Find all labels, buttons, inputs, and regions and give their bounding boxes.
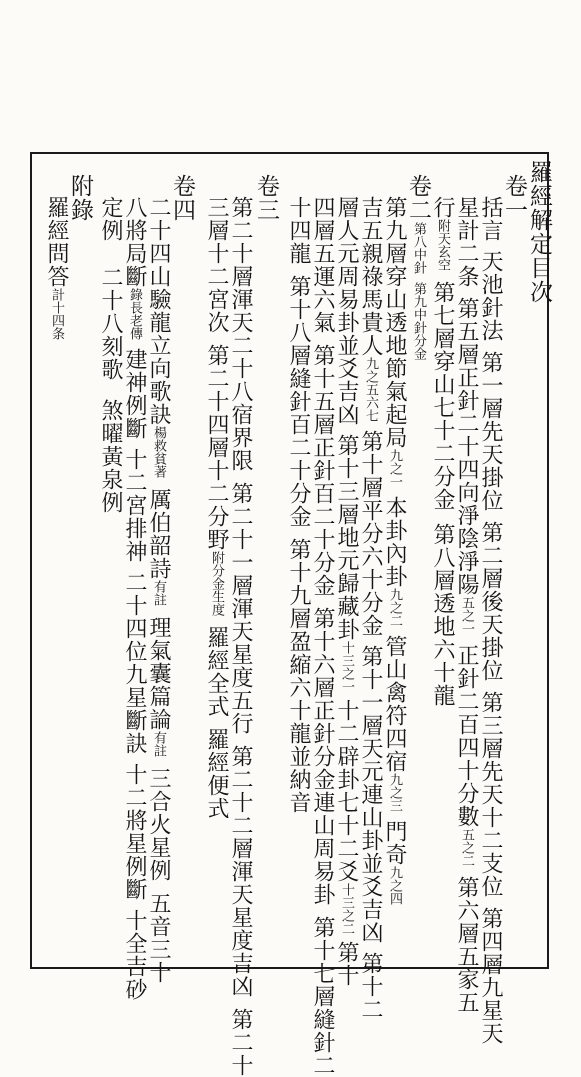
toc-entry: 第十二 <box>358 952 383 1021</box>
toc-column-11 <box>229 196 251 1077</box>
toc-entry: 管山禽符四宿 <box>382 635 407 773</box>
toc-entry: 層人元周易卦並爻吉凶 <box>334 196 359 426</box>
toc-entry: 第十 <box>334 941 359 987</box>
toc-entry: 第十層平分六十分金 <box>358 430 383 637</box>
toc-entry: 第三層先天十二支位 <box>478 691 503 898</box>
page-title: 羅經解定目次 <box>526 160 552 304</box>
toc-entry: 括言 <box>478 196 503 242</box>
toc-entry: 十二辟卦七十二爻 <box>334 699 359 883</box>
toc-note: 錄長老傳 <box>127 288 142 340</box>
toc-entry: 四層五運六氣 <box>310 196 335 334</box>
toc-column-15 <box>123 196 145 1001</box>
toc-entry: 第十三層地元歸藏卦 <box>334 434 359 641</box>
toc-column-3 <box>431 196 453 707</box>
toc-note: 有註 <box>151 580 166 606</box>
toc-note: 五之一 <box>459 596 474 635</box>
toc-note: 第八中針 <box>411 222 426 274</box>
toc-entry: 第二十一層渾天星度五行 <box>228 482 253 735</box>
toc-entry: 第二層後天掛位 <box>478 521 503 682</box>
volume-3-heading <box>255 174 277 222</box>
toc-column-7 <box>335 196 357 987</box>
toc-entry: 第十五層正針百二十分金 <box>310 344 335 597</box>
toc-note: 附天玄空 <box>435 219 450 271</box>
toc-entry: 第二十層渾天二十八宿界限 <box>228 196 253 472</box>
toc-entry: 第四層九星天 <box>478 907 503 1045</box>
toc-entry: 三層十二宮次 <box>204 196 229 334</box>
toc-note: 附分金生度 <box>209 551 224 616</box>
toc-entry: 第十一層天元連山卦並爻吉凶 <box>358 645 383 944</box>
toc-entry: 行 <box>430 196 455 219</box>
toc-entry: 十二宮排神 <box>122 448 147 563</box>
toc-entry: 天池針法 <box>478 250 503 342</box>
toc-entry: 第五層正針二十四向淨陰淨陽 <box>454 297 479 596</box>
toc-column-9 <box>287 196 309 814</box>
toc-entry: 十全吉砂 <box>122 909 147 1001</box>
toc-column-5 <box>383 196 405 905</box>
toc-entry: 羅經全式 <box>204 626 229 718</box>
toc-entry: 五音三十 <box>146 892 171 984</box>
toc-entry: 厲伯韶詩 <box>146 488 171 580</box>
toc-entry: 理氣囊篇論 <box>146 616 171 731</box>
toc-note: 五之二 <box>459 828 474 867</box>
appendix-heading: 附錄 <box>67 174 93 222</box>
toc-entry: 吉五親祿馬貴人 <box>358 196 383 357</box>
toc-note: 楊救貧著 <box>151 426 166 478</box>
toc-entry: 正針二百四十分數 <box>454 644 479 828</box>
toc-entry: 二十四位九星斷訣 <box>122 571 147 755</box>
toc-column-16 <box>99 196 121 514</box>
toc-column-1 <box>479 196 501 1045</box>
toc-entry: 八將局斷 <box>122 196 147 288</box>
volume-4-heading <box>171 174 193 222</box>
toc-note: 十三之二 <box>339 883 354 935</box>
toc-column-6 <box>359 196 381 1021</box>
toc-entry: 卷一 <box>501 174 527 222</box>
toc-entry: 十二將星例斷 <box>122 763 147 901</box>
toc-entry: 第十七層縫針二 <box>310 916 335 1077</box>
toc-column-17 <box>69 174 91 222</box>
toc-note: 九之三 <box>387 773 402 812</box>
toc-note: 有註 <box>151 731 166 757</box>
toc-entry: 第十九層盈縮六十龍並納音 <box>286 538 311 814</box>
toc-entry: 定例 <box>98 196 123 242</box>
toc-note: 九之一 <box>387 449 402 488</box>
toc-entry: 星計二条 <box>454 196 479 288</box>
toc-note: 十三之一 <box>339 641 354 693</box>
toc-entry: 卷四 <box>169 174 195 222</box>
toc-entry: 卷三 <box>253 174 279 222</box>
toc-column-18 <box>45 196 67 340</box>
toc-entry: 第十六層正針分金連山周易卦 <box>310 607 335 906</box>
volume-1-heading <box>503 174 525 222</box>
toc-entry: 第十八層縫針百二十分金 <box>286 275 311 528</box>
toc-entry: 第二十四層十二分野 <box>204 344 229 551</box>
toc-entry: 羅經便式 <box>204 728 229 820</box>
toc-entry: 第六層五家五 <box>454 876 479 1014</box>
toc-entry: 門奇 <box>382 820 407 866</box>
toc-entry: 第一層先天掛位 <box>478 351 503 512</box>
toc-entry: 建神例斷 <box>122 348 147 440</box>
toc-entry: 第八層透地六十龍 <box>430 523 455 707</box>
toc-entry: 羅經問答 <box>44 196 69 288</box>
toc-entry: 第七層穿山七十二分金 <box>430 281 455 511</box>
toc-note: 九之二 <box>387 588 402 627</box>
toc-entry: 第九層穿山透地節氣起局 <box>382 196 407 449</box>
volume-2-heading: 卷二 <box>405 174 431 222</box>
toc-entry: 第二十二層渾天星度吉凶 <box>228 745 253 998</box>
toc-column-12 <box>205 196 227 820</box>
toc-note: 九之五六七 <box>363 357 378 422</box>
toc-note: 第九中針分金 <box>411 282 426 360</box>
toc-column-2 <box>455 196 477 1014</box>
toc-column-8 <box>311 196 333 1077</box>
toc-entry: 本卦內卦 <box>382 496 407 588</box>
toc-column-14 <box>147 196 169 984</box>
toc-entry: 二十八刻歌 <box>98 266 123 381</box>
toc-entry: 二十四山驗龍立向歌訣 <box>146 196 171 426</box>
toc-entry: 煞曜黃泉例 <box>98 399 123 514</box>
toc-entry: 三合火星例 <box>146 767 171 882</box>
toc-entry: 第二十 <box>228 1008 253 1077</box>
toc-column-4 <box>407 174 429 360</box>
toc-note: 計十四条 <box>49 288 64 340</box>
toc-entry: 十四龍 <box>286 196 311 265</box>
toc-note: 九之四 <box>387 866 402 905</box>
